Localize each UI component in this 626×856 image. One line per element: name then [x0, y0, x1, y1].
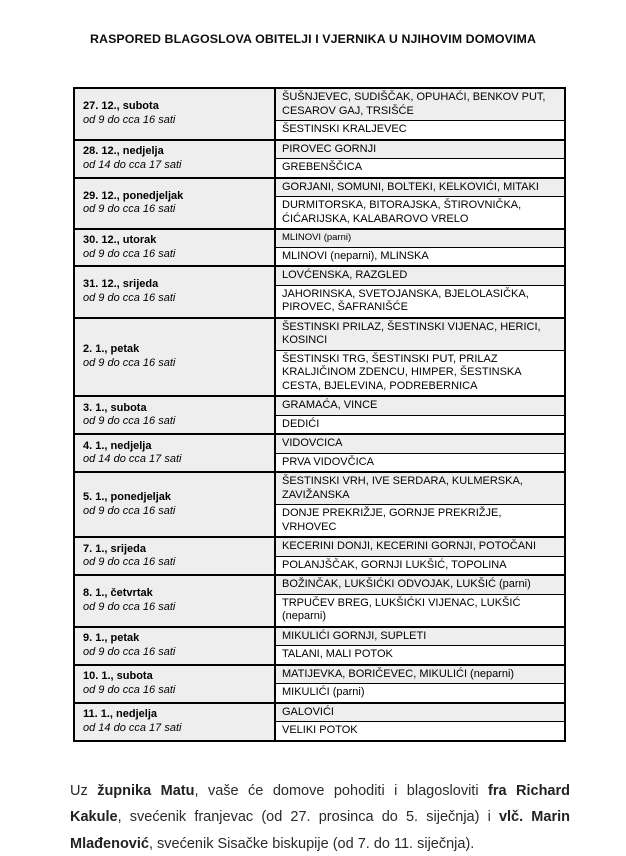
- closing-bold-friar-name: fra Richard Kakule: [70, 782, 570, 825]
- closing-bold-priest-name: vlč. Marin Mlađenović: [70, 809, 570, 852]
- date-label: 31. 12., srijeda: [83, 278, 159, 291]
- date-label: 9. 1., petak: [83, 632, 140, 644]
- table-row: [74, 266, 565, 285]
- locations-cell: GREBENŠČICA: [275, 159, 565, 178]
- time-label: od 14 do cca 17 sati: [83, 721, 182, 734]
- date-label: 5. 1., ponedjeljak: [83, 491, 172, 503]
- date-label: 10. 1., subota: [83, 670, 153, 682]
- locations-cell: GALOVIĆI: [275, 703, 565, 722]
- date-label: 8. 1., četvrtak: [83, 587, 153, 600]
- page-title: RASPORED BLAGOSLOVA OBITELJI I VJERNIKA U NJIHOVIM DOMOVIMA: [89, 32, 537, 46]
- locations-cell: VELIKI POTOK: [275, 722, 565, 741]
- date-cell: [74, 627, 275, 665]
- table-row: [74, 318, 565, 351]
- locations-cell: GRAMAĆA, VINCE: [275, 396, 565, 415]
- time-label: od 9 do cca 16 sati: [83, 556, 176, 568]
- time-label: od 9 do cca 16 sati: [83, 415, 176, 427]
- locations-cell: MATIJEVKA, BORIČEVEC, MIKULIĆI (neparni): [275, 665, 565, 684]
- date-label: 2. 1., petak: [83, 343, 140, 356]
- locations-cell: VIDOVCICA: [275, 434, 565, 453]
- table-row: [74, 665, 565, 684]
- time-label: od 14 do cca 17 sati: [83, 453, 182, 465]
- time-label: od 9 do cca 16 sati: [83, 356, 176, 369]
- locations-cell: PIROVEC GORNJI: [275, 140, 565, 159]
- table-row: [74, 627, 565, 646]
- locations-cell: ŠUŠNJEVEC, SUDIŠČAK, OPUHAĆI, BENKOV PUT, CESAROV GAJ, TRSIŠĆE: [275, 88, 565, 121]
- table-row: [74, 434, 565, 453]
- table-row: [74, 537, 565, 556]
- locations-cell: POLANJŠČAK, GORNJI LUKŠIĆ, TOPOLINA: [275, 556, 565, 575]
- date-cell: [74, 396, 275, 434]
- date-label: 7. 1., srijeda: [83, 542, 146, 555]
- closing-bold-pastor-name: župnika Matu: [97, 782, 195, 799]
- locations-cell: DEDIĆI: [275, 415, 565, 434]
- locations-cell: DURMITORSKA, BITORAJSKA, ŠTIROVNIČKA, ĆIĆARIJSKA, KALABAROVO VRELO: [275, 197, 565, 230]
- date-label: 29. 12., ponedjeljak: [83, 189, 184, 202]
- date-label: 30. 12., utorak: [83, 234, 157, 246]
- locations-cell: GORJANI, SOMUNI, BOLTEKI, KELKOVIĆI, MITAKI: [275, 178, 565, 197]
- locations-cell: MIKULIĆI GORNJI, SUPLETI: [275, 627, 565, 646]
- closing-text-segment: Uz: [70, 782, 98, 799]
- locations-cell: TALANI, MALI POTOK: [275, 646, 565, 665]
- closing-paragraph: [70, 778, 570, 856]
- time-label: od 14 do cca 17 sati: [83, 158, 182, 171]
- locations-cell: LOVĆENSKA, RAZGLED: [275, 266, 565, 285]
- locations-cell: MLINOVI (neparni), MLINSKA: [275, 247, 565, 266]
- date-cell: [74, 178, 275, 230]
- date-label: 3. 1., subota: [83, 401, 147, 414]
- locations-cell: JAHORINSKA, SVETOJANSKA, BJELOLASIČKA, PIROVEC, ŠAFRANIŠĆE: [275, 285, 565, 318]
- time-label: od 9 do cca 16 sati: [83, 645, 176, 658]
- date-cell: [74, 229, 275, 266]
- closing-text-segment: , vaše će domove pohoditi i blagosloviti: [194, 782, 489, 799]
- time-label: od 9 do cca 16 sati: [83, 113, 176, 126]
- date-cell: [74, 140, 275, 178]
- locations-cell: PRVA VIDOVČICA: [275, 453, 565, 472]
- date-cell: [74, 266, 275, 318]
- table-row: [74, 703, 565, 722]
- locations-cell: ŠESTINSKI KRALJEVEC: [275, 121, 565, 140]
- date-label: 28. 12., nedjelja: [83, 145, 164, 157]
- date-label: 11. 1., nedjelja: [83, 708, 157, 720]
- time-label: od 9 do cca 16 sati: [83, 203, 176, 216]
- date-cell: [74, 575, 275, 627]
- time-label: od 9 do cca 16 sati: [83, 600, 176, 613]
- table-row: [74, 178, 565, 197]
- locations-cell: MLINOVI (parni): [275, 229, 565, 247]
- locations-cell: BOŽINČAK, LUKŠIĆKI ODVOJAK, LUKŠIĆ (parni): [275, 575, 565, 594]
- locations-cell: DONJE PREKRIŽJE, GORNJE PREKRIŽJE, VRHOVEC: [275, 505, 565, 538]
- locations-cell: TRPUČEV BREG, LUKŠIĆKI VIJENAC, LUKŠIĆ (neparni): [275, 594, 565, 627]
- locations-cell: ŠESTINSKI TRG, ŠESTINSKI PUT, PRILAZ KRALJIČINOM ZDENCU, HIMPER, ŠESTINSKA CESTA, BJELEVINA, PODREBERNICA: [275, 350, 565, 396]
- blessing-schedule-table: [73, 87, 566, 742]
- table-row: [74, 140, 565, 159]
- locations-cell: ŠESTINSKI PRILAZ, ŠESTINSKI VIJENAC, HERICI, KOSINCI: [275, 318, 565, 351]
- time-label: od 9 do cca 16 sati: [83, 291, 176, 304]
- date-cell: [74, 472, 275, 537]
- closing-text-segment: , svećenik franjevac (od 27. prosinca do 5. siječnja) i: [117, 809, 499, 825]
- date-cell: [74, 434, 275, 472]
- table-row: [74, 88, 565, 121]
- date-cell: [74, 318, 275, 397]
- date-cell: [74, 537, 275, 575]
- time-label: od 9 do cca 16 sati: [83, 247, 176, 260]
- time-label: od 9 do cca 16 sati: [83, 683, 176, 696]
- table-row: [74, 229, 565, 247]
- table-row: [74, 396, 565, 415]
- time-label: od 9 do cca 16 sati: [83, 504, 176, 517]
- table-row: [74, 575, 565, 594]
- closing-text-segment: , svećenik Sisačke biskupije (od 7. do 11. siječnja).: [148, 835, 475, 852]
- locations-cell: ŠESTINSKI VRH, IVE SERDARA, KULMERSKA, ZAVIŽANSKA: [275, 472, 565, 505]
- date-label: 4. 1., nedjelja: [83, 439, 152, 452]
- locations-cell: KECERINI DONJI, KECERINI GORNJI, POTOČANI: [275, 537, 565, 556]
- date-cell: [74, 88, 275, 140]
- date-cell: [74, 703, 275, 741]
- date-cell: [74, 665, 275, 703]
- table-row: [74, 472, 565, 505]
- date-label: 27. 12., subota: [83, 100, 159, 113]
- locations-cell: MIKULIĆI (parni): [275, 684, 565, 703]
